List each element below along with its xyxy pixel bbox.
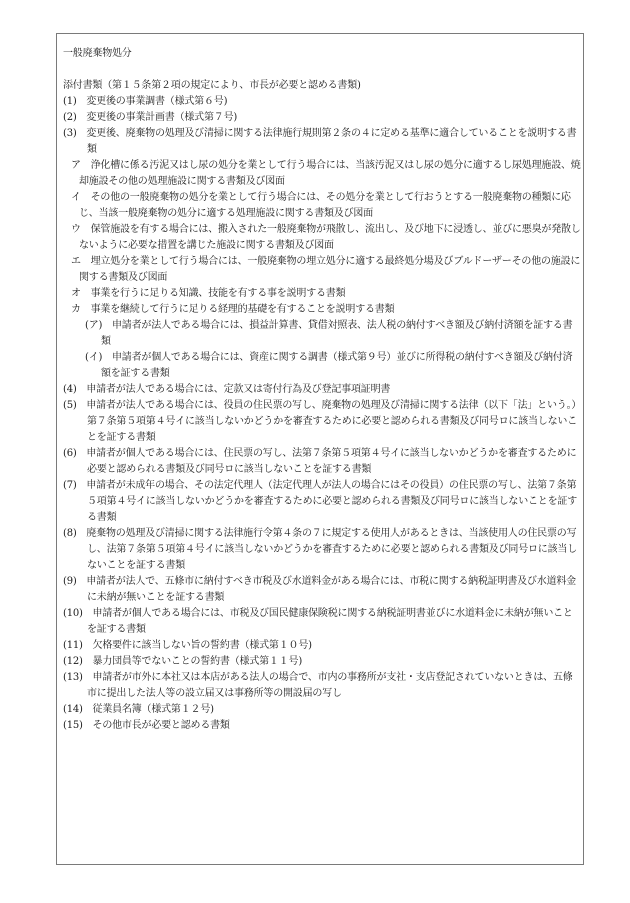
item-marker: (11) — [63, 640, 83, 651]
list-item — [63, 110, 581, 126]
list-item — [63, 286, 581, 302]
item-text: 申請者が法人で、五條市に納付すべき市税及び水道料金がある場合には、市税に関する納税証明書及び水道料金に未納が無いことを証する書類 — [76, 576, 576, 603]
item-text: その他市長が必要と認める書類 — [82, 720, 230, 731]
list-item — [63, 94, 581, 110]
item-text: 申請者が個人である場合には、住民票の写し、法第７条第５項第４号イに該当しないかどうかを審査するために必要と認められる書類及び同号ロに該当しないことを証する書類 — [76, 448, 577, 475]
item-text: 浄化槽に係る汚泥又はし尿の処分を業として行う場合には、当該汚泥又はし尿の処分に適するし尿処理施設、焼却施設その他の処理施設に関する書類及び図面 — [79, 160, 581, 187]
list-item — [63, 158, 581, 190]
item-text: 申請者が未成年の場合、その法定代理人（法定代理人が法人の場合にはその役員）の住民票の写し、法第７条第５項第４号イに該当しないかどうかを審査するために必要と認められる書類及び同号ロに該当しないことを証する書類 — [76, 480, 577, 523]
item-marker: (12) — [63, 656, 83, 667]
item-marker: (10) — [63, 608, 83, 619]
item-marker: (3) — [63, 128, 77, 139]
item-text: 申請者が法人である場合には、役員の住民票の写し、廃棄物の処理及び清掃に関する法律（以下「法」という。）第７条第５項第４号イに該当しないかどうかを審査するために必要と認められる書類及び同号ロに該当しないことを証する書類 — [76, 400, 577, 443]
item-text: 申請者が個人である場合には、資産に関する調書（様式第９号）並びに所得税の納付すべき額及び納付済額を証する書類 — [101, 352, 573, 379]
list-item — [63, 574, 581, 606]
list-item — [63, 638, 581, 654]
item-marker: (7) — [63, 480, 77, 491]
list-item — [63, 318, 581, 350]
item-marker: オ — [71, 288, 81, 299]
item-marker: エ — [71, 256, 81, 267]
list-item — [63, 254, 581, 286]
item-text: 暴力団員等でないことの誓約書（様式第１１号) — [82, 656, 303, 667]
list-item — [63, 126, 581, 158]
item-marker: (イ) — [85, 352, 103, 363]
item-marker: カ — [71, 304, 81, 315]
attachments-heading: 添付書類（第１５条第２項の規定により、市長が必要と認める書類) — [63, 80, 361, 91]
item-marker: (2) — [63, 112, 77, 123]
document-body — [63, 46, 581, 734]
list-item — [63, 350, 581, 382]
item-text: 事業を行うに足りる知識、技能を有する事を説明する書類 — [80, 288, 346, 299]
list-item — [63, 398, 581, 446]
item-text: 申請者が個人である場合には、市税及び国民健康保険税に関する納税証明書並びに水道料金に未納が無いことを証する書類 — [82, 608, 573, 635]
list-item — [63, 446, 581, 478]
item-text: 従業員名簿（様式第１２号) — [82, 704, 214, 715]
list-item — [63, 606, 581, 638]
item-text: 申請者が法人である場合には、定款又は寄付行為及び登記事項証明書 — [76, 384, 391, 395]
item-marker: イ — [71, 192, 81, 203]
list-item — [63, 478, 581, 526]
item-text: 廃棄物の処理及び清掃に関する法律施行令第４条の７に規定する使用人があるときは、当該使用人の住民票の写し、法第７条第５項第４号イに該当しないかどうかを審査するために必要と認められる書類及び同号ロに該当しないことを証する書類 — [76, 528, 577, 571]
item-text: 欠格要件に該当しない旨の誓約書（様式第１０号) — [82, 640, 312, 651]
list-item — [63, 222, 581, 254]
item-marker: (5) — [63, 400, 77, 411]
item-marker: (13) — [63, 672, 83, 683]
list-item — [63, 654, 581, 670]
item-text: 事業を継続して行うに足りる経理的基礎を有することを説明する書類 — [80, 304, 395, 315]
item-marker: ウ — [71, 224, 81, 235]
list-item — [63, 382, 581, 398]
list-item — [63, 302, 581, 318]
list-item — [63, 718, 581, 734]
item-text: 保管施設を有する場合には、搬入された一般廃棄物が飛散し、流出し、及び地下に浸透し、並びに悪臭が発散しないように必要な措置を講じた施設に関する書類及び図面 — [79, 224, 581, 251]
item-text: 変更後、廃棄物の処理及び清掃に関する法律施行規則第２条の４に定める基準に適合していることを説明する書類 — [76, 128, 577, 155]
item-text: 変更後の事業調書（様式第６号) — [76, 96, 228, 107]
list-item — [63, 526, 581, 574]
document-title: 一般廃棄物処分 — [63, 48, 132, 59]
attachment-list — [63, 94, 581, 734]
item-text: 変更後の事業計画書（様式第７号) — [76, 112, 238, 123]
item-marker: (14) — [63, 704, 83, 715]
item-marker: (1) — [63, 96, 77, 107]
item-text: その他の一般廃棄物の処分を業として行う場合には、その処分を業として行おうとする一般廃棄物の種類に応じ、当該一般廃棄物の処分に適する処理施設に関する書類及び図面 — [79, 192, 571, 219]
item-marker: (6) — [63, 448, 77, 459]
item-marker: (9) — [63, 576, 77, 587]
item-marker: (15) — [63, 720, 83, 731]
item-text: 申請者が市外に本社又は本店がある法人の場合で、市内の事務所が支社・支店登記されていないときは、五條市に提出した法人等の設立届又は事務所等の開設届の写し — [82, 672, 573, 699]
list-item — [63, 190, 581, 222]
item-text: 申請者が法人である場合には、損益計算書、貸借対照表、法人税の納付すべき額及び納付済額を証する書類 — [101, 320, 573, 347]
item-text: 埋立処分を業として行う場合には、一般廃棄物の埋立処分に適する最終処分場及びブルドーザーその他の施設に関する書類及び図面 — [79, 256, 581, 283]
list-item — [63, 670, 581, 702]
item-marker: (8) — [63, 528, 77, 539]
list-item — [63, 702, 581, 718]
item-marker: (ア) — [85, 320, 103, 331]
item-marker: ア — [71, 160, 81, 171]
item-marker: (4) — [63, 384, 77, 395]
